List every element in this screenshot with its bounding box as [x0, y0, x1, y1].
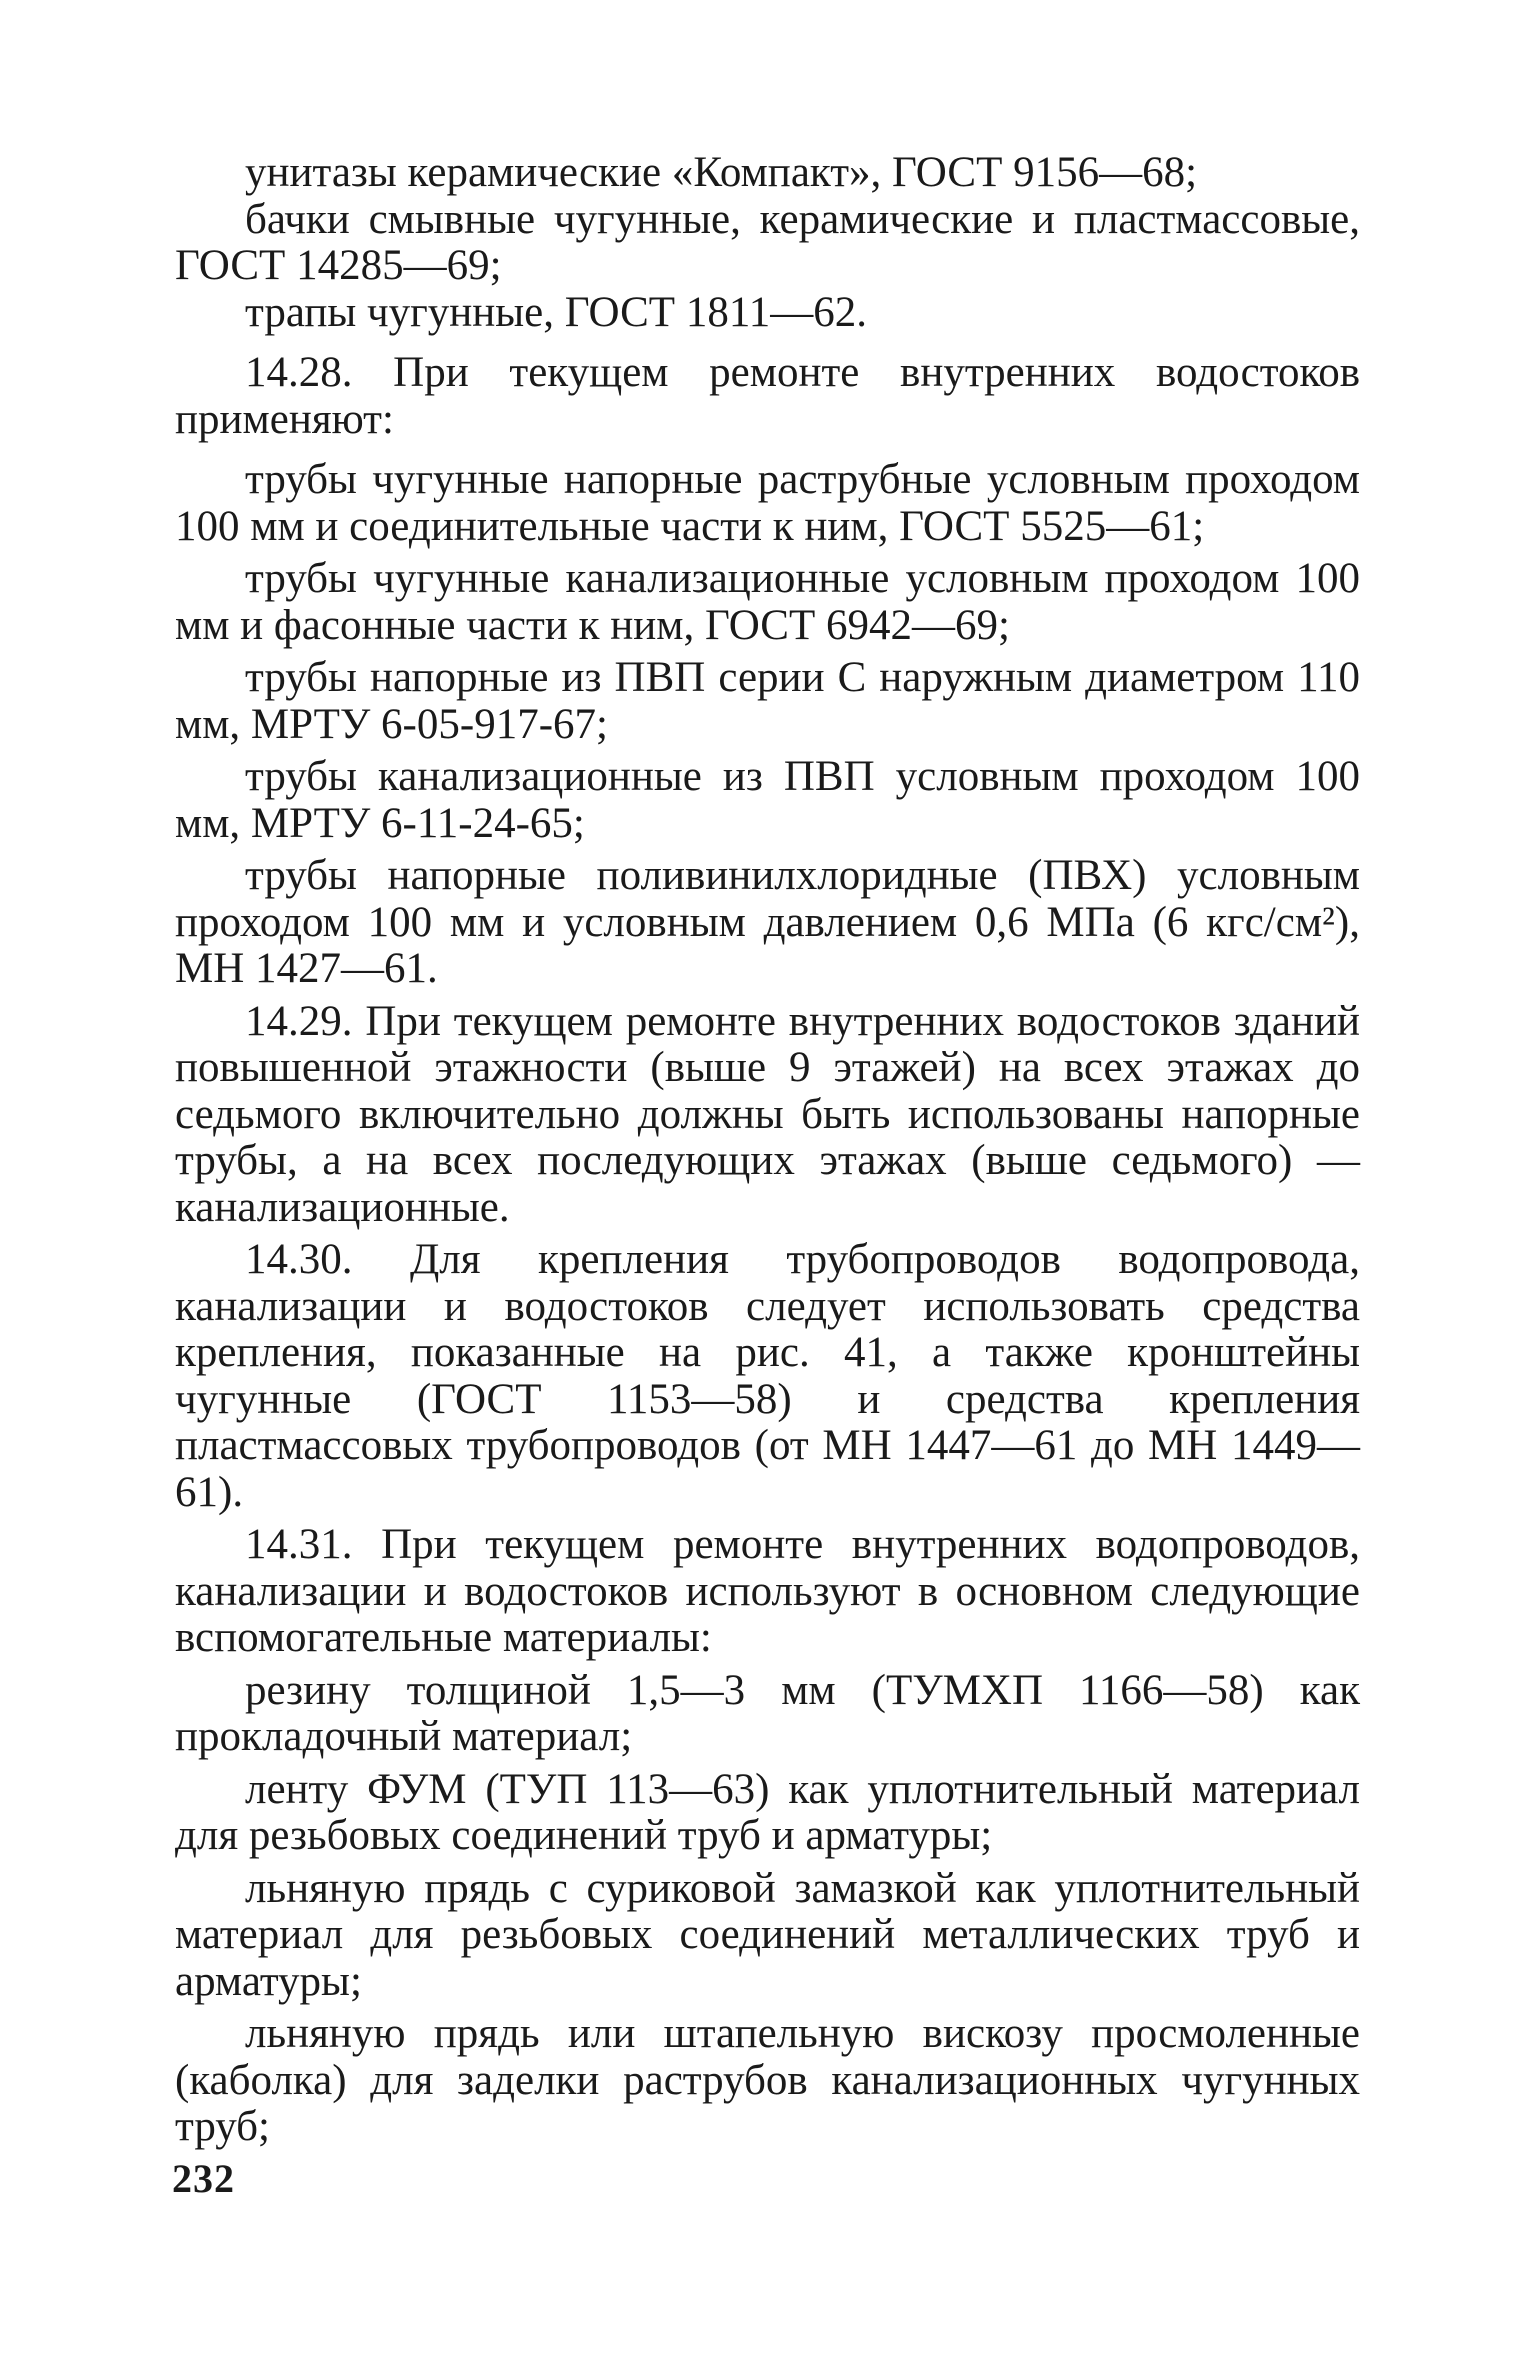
list-item: трубы напорные из ПВП серии С наружным диаметром 110 мм, МРТУ 6-05-917-67;	[175, 654, 1360, 748]
list-item: льняную прядь или штапельную вискозу просмоленные (каболка) для заделки раструбов канализационных чугунных труб;	[175, 2010, 1360, 2150]
page-body	[175, 150, 1360, 2151]
list-item: трубы чугунные канализационные условным проходом 100 мм и фасонные части к ним, ГОСТ 6942—69;	[175, 555, 1360, 649]
list-item: трубы чугунные напорные раструбные условным проходом 100 мм и соединительные части к ним, ГОСТ 5525—61;	[175, 456, 1360, 550]
clause-14-29: 14.29. При текущем ремонте внутренних водостоков зданий повышенной этажности (выше 9 этажей) на всех этажах до седьмого включительно должны быть использованы напорные трубы, а на всех последующих этажах (выше седьмого) — канализационные.	[175, 997, 1360, 1231]
clause-14-30: 14.30. Для крепления трубопроводов водопровода, канализации и водостоков следует использовать средства крепления, показанные на рис. 41, а также кронштейны чугунные (ГОСТ 1153—58) и средства крепления пластмассовых трубопроводов (от МН 1447—61 до МН 1449—61).	[175, 1236, 1360, 1516]
clause-14-31: 14.31. При текущем ремонте внутренних водопроводов, канализации и водостоков используют в основном следующие вспомогательные материалы:	[175, 1521, 1360, 1661]
list-item: трубы напорные поливинилхлоридные (ПВХ) условным проходом 100 мм и условным давлением 0,6 МПа (6 кгс/см²), МН 1427—61.	[175, 852, 1360, 992]
list-item: льняную прядь с суриковой замазкой как уплотнительный материал для резьбовых соединений металлических труб и арматуры;	[175, 1864, 1360, 2005]
list-item: трубы канализационные из ПВП условным проходом 100 мм, МРТУ 6-11-24-65;	[175, 753, 1360, 847]
page-number: 232	[172, 2156, 235, 2201]
list-item: бачки смывные чугунные, керамические и пластмассовые, ГОСТ 14285—69;	[175, 195, 1360, 289]
list-item: ленту ФУМ (ТУП 113—63) как уплотнительный материал для резьбовых соединений труб и арматуры;	[175, 1765, 1360, 1859]
list-item: резину толщиной 1,5—3 мм (ТУМХП 1166—58) как прокладочный материал;	[175, 1666, 1360, 1760]
list-item: трапы чугунные, ГОСТ 1811—62.	[245, 288, 867, 336]
list-item: унитазы керамические «Компакт», ГОСТ 9156—68;	[245, 149, 1198, 196]
clause-14-28: 14.28. При текущем ремонте внутренних водостоков применяют:	[175, 349, 1360, 443]
